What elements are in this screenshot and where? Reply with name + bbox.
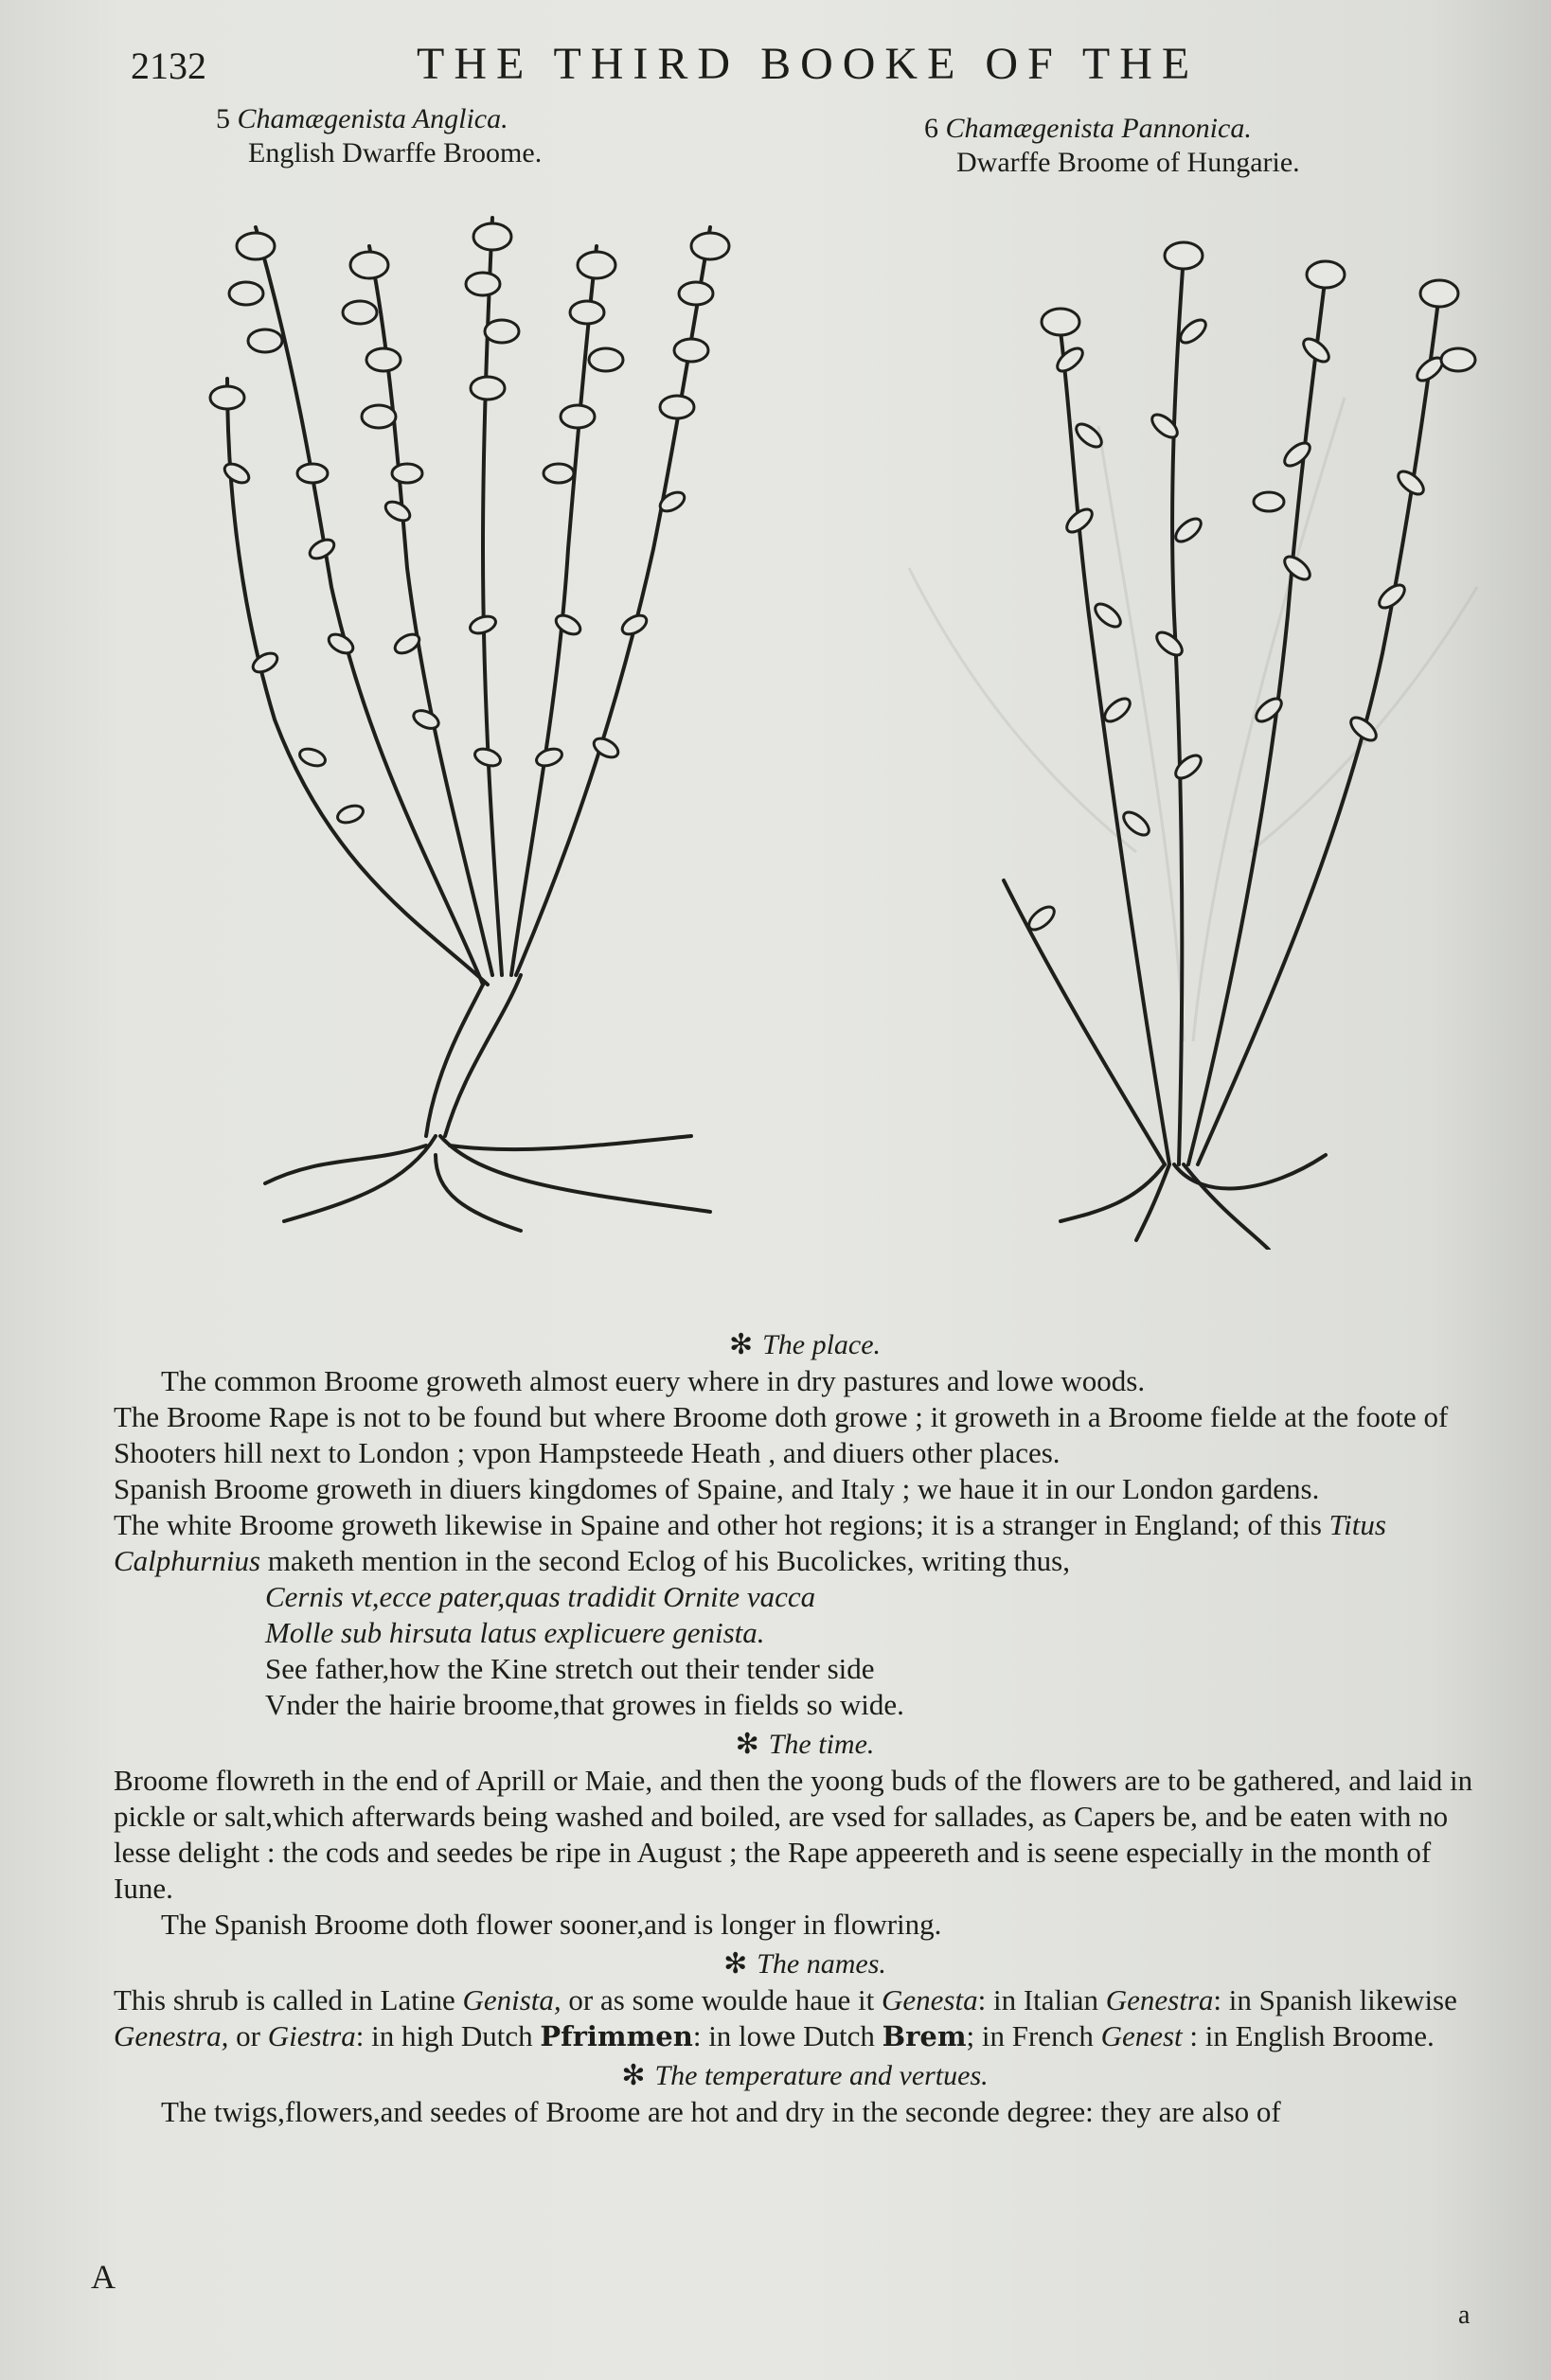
fleuron-icon: ✻ [621,2060,646,2091]
body-text [114,1323,1496,2130]
verse-english-2: Vnder the hairie broome,that growes in fields so wide. [265,1688,904,1721]
time-heading: ✻ The time. [735,1729,875,1760]
verse-latin-2: Molle sub hirsuta latus explicuere genista. [265,1616,765,1649]
fleuron-icon: ✻ [735,1729,759,1760]
figure-6-number: 6 [924,113,938,144]
figure-5-number: 5 [216,103,230,134]
figure-6-latin-name: Chamægenista Pannonica. [945,113,1252,144]
page-number: 2132 [131,44,206,87]
place-heading: ✻ The place. [728,1329,882,1360]
verse-latin-1: Cernis vt,ecce pater,quas tradidit Ornite vacca [265,1580,816,1613]
verse-english-1: See father,how the Kine stretch out their tender side [265,1652,875,1685]
author-name: Titus Calphurnius [114,1508,1386,1577]
figure-5-caption [216,102,542,170]
figure-6-woodcut [985,218,1496,1250]
catchword: a [1458,2300,1471,2330]
running-title: THE THIRD BOOKE OF THE [417,39,1200,89]
margin-letter: A [91,2258,116,2296]
temperature-paragraph-1: The twigs,flowers,and seedes of Broome are hot and dry in the seconde degree: they are also of [161,2095,1281,2128]
figure-5-latin-name: Chamægenista Anglica. [237,103,508,134]
time-paragraph-1: Broome flowreth in the end of Aprill or Maie, and then the yoong buds of the flowers are to be gathered, and laid in pickle or salt,which afterwards being washed and boiled, are vsed for sallades, as Capers be, and be eaten with no lesse delight : the cods and seedes be ripe in August ; the Rape appeereth and is seene especially in the month of Iune. [114,1764,1473,1905]
fleuron-icon: ✻ [723,1948,748,1980]
fleuron-icon: ✻ [728,1329,754,1360]
page-header [0,38,1551,104]
time-paragraph-2: The Spanish Broome doth flower sooner,and is longer in flowring. [161,1908,942,1941]
figure-6-english-name: Dwarffe Broome of Hungarie. [956,147,1300,178]
names-heading: ✻ The names. [723,1948,886,1980]
place-paragraph-2: The Broome Rape is not to be found but where Broome doth growe ; it groweth in a Broome fielde at the foote of Shooters hill next to London ; vpon Hampsteede Heath , and diuers other places. [114,1400,1449,1469]
figure-6-caption [924,112,1300,180]
figure-5-woodcut [123,189,748,1259]
figure-5-english-name: English Dwarffe Broome. [248,137,543,169]
place-paragraph-3: Spanish Broome groweth in diuers kingdomes of Spaine, and Italy ; we haue it in our London gardens. [114,1472,1320,1505]
place-paragraph-4: The white Broome groweth likewise in Spaine and other hot regions; it is a stranger in England; of this Titus Calphurnius maketh mention in the second Eclog of his Bucolickes, writing thus, [114,1508,1386,1577]
temperature-heading: ✻ The temperature and vertues. [621,2060,989,2091]
names-paragraph: This shrub is called in Latine Genista, or as some woulde haue it Genesta: in Italian Genestra: in Spanish likewise Genestra, or Giestra: in high Dutch Pfrimmen: in lowe Dutch Brem; in French Genest : in English Broome. [114,1983,1457,2052]
place-paragraph-1: The common Broome groweth almost euery where in dry pastures and lowe woods. [161,1364,1146,1397]
